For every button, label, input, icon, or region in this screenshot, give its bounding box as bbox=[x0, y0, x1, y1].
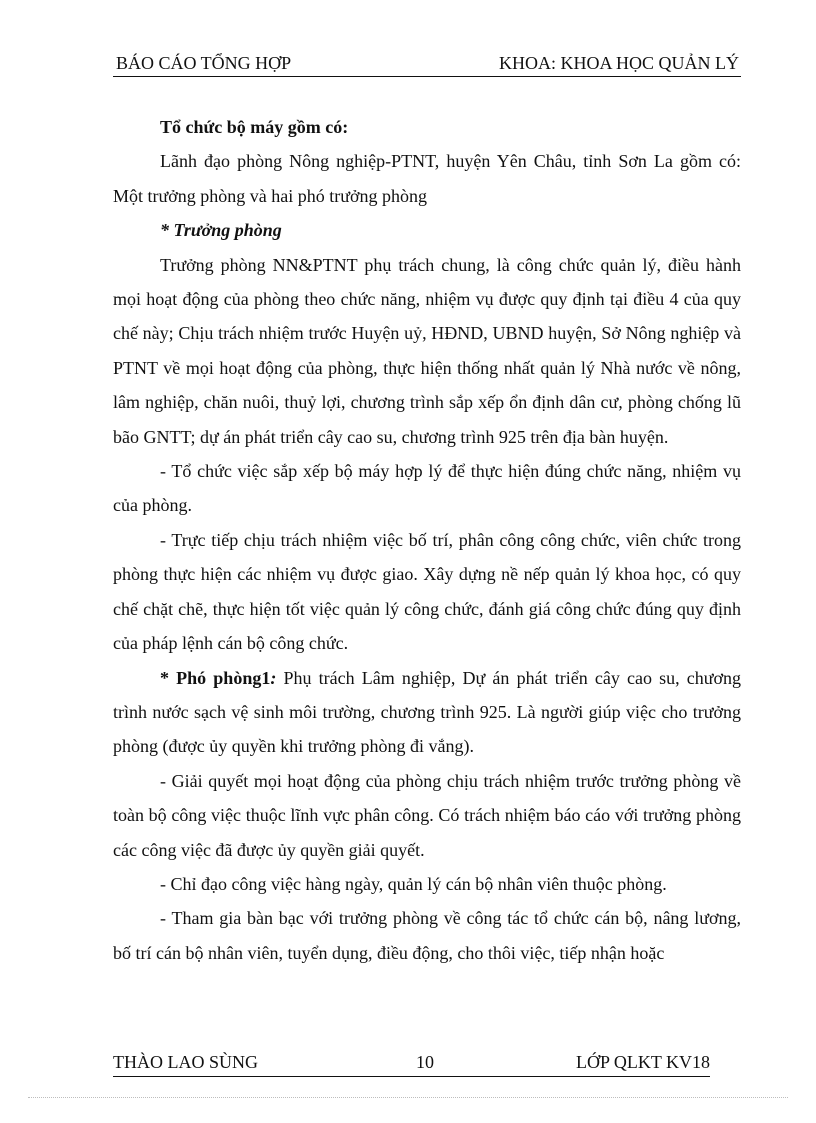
document-body bbox=[113, 110, 741, 970]
pho-phong-duty-2: - Chỉ đạo công việc hàng ngày, quản lý cán bộ nhân viên thuộc phòng. bbox=[160, 873, 667, 894]
footer-author: THÀO LAO SÙNG bbox=[113, 1052, 258, 1072]
pho-phong-1-paragraph bbox=[113, 661, 741, 764]
footer-class: LỚP QLKT KV18 bbox=[576, 1052, 710, 1072]
pho-phong-duty-3: - Tham gia bàn bạc với trưởng phòng về công tác tổ chức cán bộ, nâng lương, bố trí cán bộ nhân viên, tuyển dụng, điều động, cho thôi việc, tiếp nhận hoặc bbox=[113, 908, 741, 963]
header-report-title: BÁO CÁO TỔNG HỢP bbox=[116, 53, 292, 73]
pho-phong-1-colon: : bbox=[270, 667, 277, 688]
page-footer bbox=[113, 1048, 710, 1077]
page-header bbox=[113, 50, 741, 77]
section-heading: Tổ chức bộ máy gồm có: bbox=[160, 117, 349, 137]
truong-phong-description: Trưởng phòng NN&PTNT phụ trách chung, là công chức quản lý, điều hành mọi hoạt động của phòng theo chức năng, nhiệm vụ được quy định tại điều 4 của quy chế này; Chịu trách nhiệm trước Huyện uỷ, HĐND, UBND huyện, Sở Nông nghiệp và PTNT về mọi hoạt động của phòng, thực hiện thống nhất quản lý Nhà nước về nông, lâm nghiệp, chăn nuôi, thuỷ lợi, chương trình sắp xếp ổn định dân cư, phòng chống lũ bão GNTT; dự án phát triển cây cao su, chương trình 925 trên địa bàn huyện. bbox=[113, 254, 741, 447]
truong-phong-duty-1: - Tổ chức việc sắp xếp bộ máy hợp lý để thực hiện đúng chức năng, nhiệm vụ của phòng. bbox=[113, 461, 741, 516]
truong-phong-duty-2: - Trực tiếp chịu trách nhiệm việc bố trí, phân công công chức, viên chức trong phòng thực hiện các nhiệm vụ được giao. Xây dựng nề nếp quản lý khoa học, có quy chế chặt chẽ, thực hiện tốt việc quản lý công chức, đánh giá công chức đúng quy định của pháp lệnh cán bộ công chức. bbox=[113, 529, 741, 654]
header-faculty: KHOA: KHOA HỌC QUẢN LÝ bbox=[499, 53, 739, 73]
pho-phong-1-description: Phụ trách Lâm nghiệp, Dự án phát triển cây cao su, chương trình nước sạch vệ sinh môi trường, chương trình 925. Là người giúp việc cho trưởng phòng (được ủy quyền khi trưởng phòng đi vắng). bbox=[113, 667, 742, 757]
pho-phong-1-label: * Phó phòng1 bbox=[160, 667, 271, 688]
pho-phong-duty-1: - Giải quyết mọi hoạt động của phòng chịu trách nhiệm trước trưởng phòng về toàn bộ công việc thuộc lĩnh vực phân công. Có trách nhiệm báo cáo với trưởng phòng các công việc đã được ủy quyền giải quyết. bbox=[113, 770, 741, 860]
intro-paragraph: Lãnh đạo phòng Nông nghiệp-PTNT, huyện Yên Châu, tỉnh Sơn La gồm có: Một trưởng phòng và hai phó trưởng phòng bbox=[113, 151, 741, 206]
page-bottom-divider bbox=[28, 1097, 788, 1098]
truong-phong-heading: * Trưởng phòng bbox=[160, 220, 282, 241]
page-number: 10 bbox=[416, 1052, 434, 1072]
